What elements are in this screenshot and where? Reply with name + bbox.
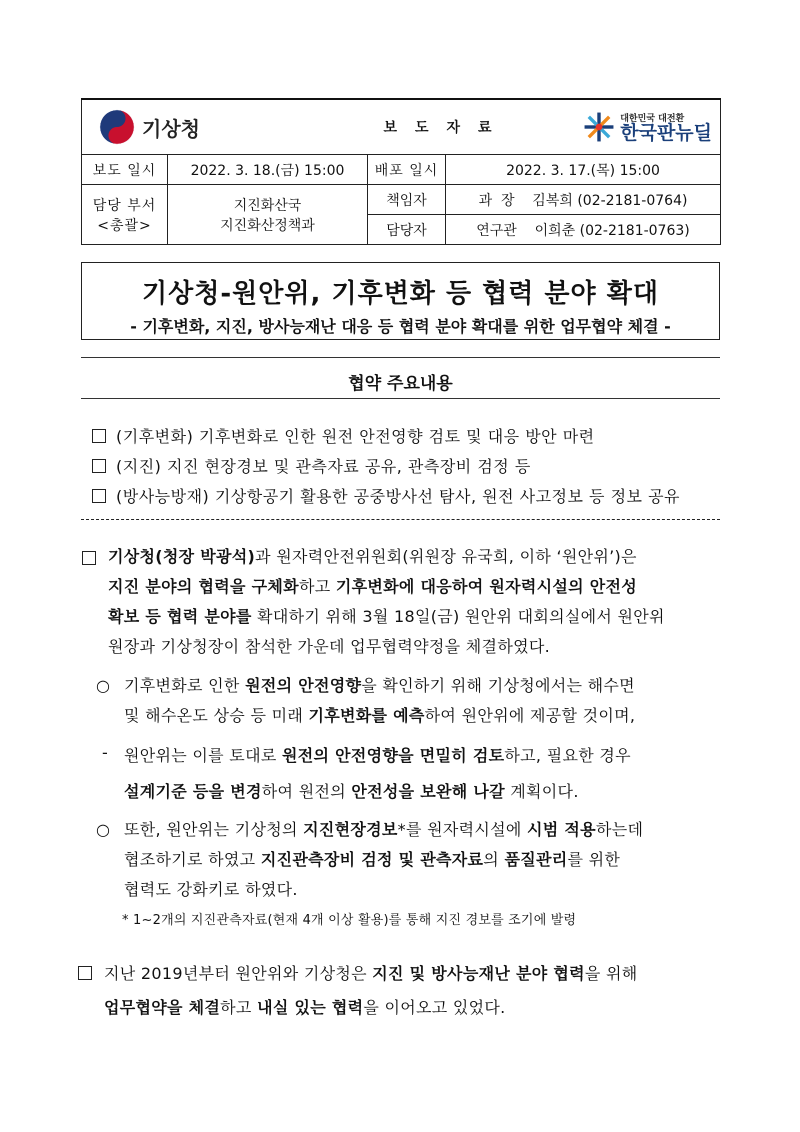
distribution-date-label: 배포 일시 <box>368 155 446 185</box>
sub-headline: - 기후변화, 지진, 방사능재난 대응 등 협력 분야 확대를 위한 업무협약 체결 - <box>130 317 671 336</box>
manager-contact: 과 장 김복희 (02-2181-0764) <box>446 185 721 215</box>
new-deal-logo-icon <box>582 110 616 144</box>
release-date-value: 2022. 3. 18.(금) 15:00 <box>168 155 368 185</box>
staff-contact: 연구관 이희춘 (02-2181-0763) <box>446 215 721 245</box>
manager-role: 책임자 <box>368 185 446 215</box>
press-release-title: 보도자료 <box>368 99 526 155</box>
department-sub-label: <총괄> <box>97 217 152 234</box>
circle-bullet: ○ <box>96 676 110 695</box>
department-label: 담당 부서 <box>92 197 157 214</box>
footnote: * 1~2개의 지진관측자료(현재 4개 이상 활용)를 통해 지진 경보를 조기에 발령 <box>122 913 577 928</box>
dash-bullet: - <box>102 743 108 762</box>
new-deal-slogan: 대한민국 대전환 <box>620 113 685 124</box>
kma-logo-icon <box>98 108 136 146</box>
department-bureau: 지진화산국 <box>233 197 302 214</box>
checkbox-square-icon <box>92 429 106 443</box>
paragraph-4: 또한, 원안위는 기상청의 지진현장경보*를 원자력시설에 시범 적용하는데 협조하기로 하였고 지진관측장비 검정 및 관측자료의 품질관리를 위한 협력도 강화키로 하였다. <box>124 820 644 899</box>
header-table <box>81 98 721 245</box>
summary-heading-rule <box>81 398 720 399</box>
paragraph-3: 원안위는 이를 토대로 원전의 안전영향을 면밀히 검토하고, 필요한 경우 설계기준 등을 변경하여 원전의 안전성을 보완해 나갈 계획이다. <box>124 746 631 801</box>
staff-role: 담당자 <box>368 215 446 245</box>
dashed-divider <box>81 519 720 520</box>
department-division: 지진화산정책과 <box>220 217 315 234</box>
summary-item: (기후변화) 기후변화로 인한 원전 안전영향 검토 및 대응 방안 마련 <box>92 424 595 447</box>
summary-item: (방사능방재) 기상항공기 활용한 공중방사선 탐사, 원전 사고정보 등 정보 공유 <box>92 484 680 507</box>
release-date-label: 보도 일시 <box>82 155 168 185</box>
summary-heading: 협약 주요내용 <box>348 374 453 394</box>
distribution-date-value: 2022. 3. 17.(목) 15:00 <box>446 155 721 185</box>
new-deal-name: 한국판뉴딜 <box>620 121 713 144</box>
checkbox-square-icon <box>92 459 106 473</box>
department-label-cell <box>82 185 168 245</box>
summary-top-rule <box>81 357 720 358</box>
kma-logo-cell <box>82 99 368 155</box>
checkbox-square-icon <box>92 489 106 503</box>
paragraph-1: 기상청(청장 박광석)과 원자력안전위원회(위원장 유국희, 이하 ‘원안위’)은 지진 분야의 협력을 구체화하고 기후변화에 대응하여 원자력시설의 안전성 확보 등 협력 분야를 확대하기 위해 3월 18일(금) 원안위 대회의실에서 원안위 원장과 기상청장이 참석한 가운데 업무협력약정을 체결하였다. <box>108 547 665 656</box>
paragraph-2: 기후변화로 인한 원전의 안전영향을 확인하기 위해 기상청에서는 해수면 및 해수온도 상승 등 미래 기후변화를 예측하여 원안위에 제공할 것이며, <box>124 676 636 725</box>
headline-box <box>81 262 720 340</box>
checkbox-square-icon <box>82 551 96 565</box>
circle-bullet: ○ <box>96 820 110 839</box>
org-name: 기상청 <box>142 116 200 141</box>
paragraph-5: 지난 2019년부터 원안위와 기상청은 지진 및 방사능재난 분야 협력을 위해 업무협약을 체결하고 내실 있는 협력을 이어오고 있었다. <box>104 964 638 1017</box>
headline: 기상청-원안위, 기후변화 등 협력 분야 확대 <box>142 279 659 309</box>
department-value-cell <box>168 185 368 245</box>
checkbox-square-icon <box>78 966 92 980</box>
summary-item: (지진) 지진 현장경보 및 관측자료 공유, 관측장비 검정 등 <box>92 454 531 477</box>
knd-logo-cell <box>526 99 721 155</box>
